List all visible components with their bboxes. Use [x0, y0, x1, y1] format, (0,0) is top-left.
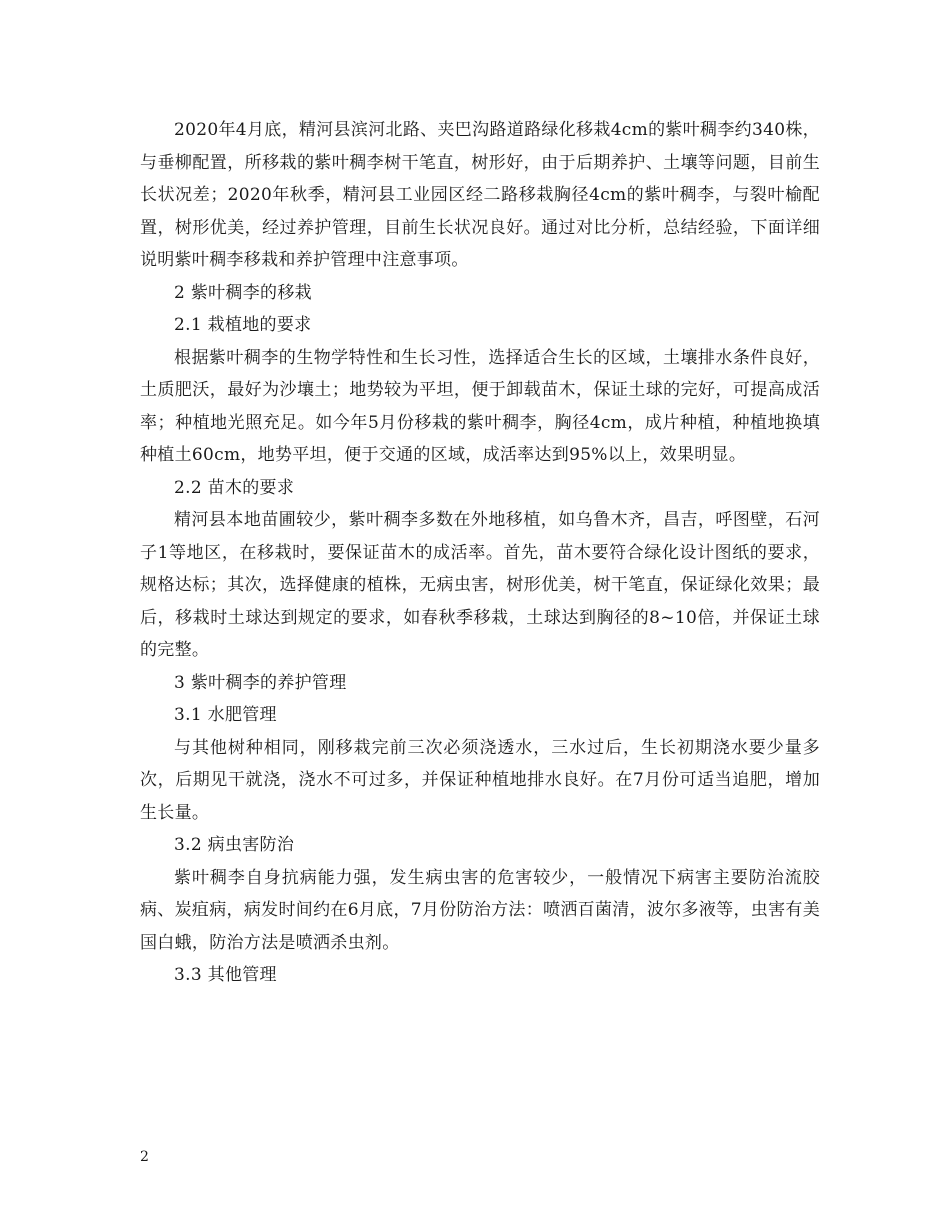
heading-section-3-2: 3.2 病虫害防治	[174, 835, 295, 855]
paragraph-intro: 2020年4月底，精河县滨河北路、夹巴沟路道路绿化移栽4cm的紫叶稠李约340株，与垂柳配置，所移栽的紫叶稠李树干笔直，树形好，由于后期养护、土壤等问题，目前生长状况差；2020年秋季，精河县工业园区经二路移栽胸径4cm的紫叶稠李，与裂叶榆配置，树形优美，经过养护管理，目前生长状况良好。通过对比分析，总结经验，下面详细说明紫叶稠李移栽和养护管理中注意事项。	[140, 120, 820, 270]
paragraph-pest-control: 紫叶稠李自身抗病能力强，发生病虫害的危害较少，一般情况下病害主要防治流胶病、炭疽病，病发时间约在6月底，7月份防治方法：喷洒百菌清，波尔多液等，虫害有美国白蛾，防治方法是喷洒杀虫剂。	[140, 867, 820, 953]
paragraph-water-fertilizer: 与其他树种相同，刚移栽完前三次必须浇透水，三水过后，生长初期浇水要少量多次，后期见干就浇，浇水不可过多，并保证种植地排水良好。在7月份可适当追肥，增加生长量。	[140, 737, 820, 823]
paragraph-planting-site: 根据紫叶稠李的生物学特性和生长习性，选择适合生长的区域，土壤排水条件良好，土质肥沃，最好为沙壤土；地势较为平坦，便于卸载苗木，保证土球的完好，可提高成活率；种植地光照充足。如今年5月份移栽的紫叶稠李，胸径4cm，成片种植，种植地换填种植土60cm，地势平坦，便于交通的区域，成活率达到95%以上，效果明显。	[140, 347, 820, 465]
heading-section-3: 3 紫叶稠李的养护管理	[174, 672, 347, 693]
page-number: 2	[140, 1149, 149, 1165]
document-body	[140, 114, 820, 992]
paragraph-seedling-requirements: 精河县本地苗圃较少，紫叶稠李多数在外地移植，如乌鲁木齐，昌吉，呼图壁，石河子1等地区，在移栽时，要保证苗木的成活率。首先，苗木要符合绿化设计图纸的要求，规格达标；其次，选择健康的植株，无病虫害，树形优美，树干笔直，保证绿化效果；最后，移栽时土球达到规定的要求，如春秋季移栽，土球达到胸径的8~10倍，并保证土球的完整。	[140, 510, 820, 660]
heading-section-3-1: 3.1 水肥管理	[174, 705, 277, 725]
heading-section-3-3: 3.3 其他管理	[174, 965, 277, 985]
heading-section-2-1: 2.1 栽植地的要求	[174, 315, 312, 335]
heading-section-2: 2 紫叶稠李的移栽	[174, 282, 312, 303]
heading-section-2-2: 2.2 苗木的要求	[174, 477, 295, 498]
